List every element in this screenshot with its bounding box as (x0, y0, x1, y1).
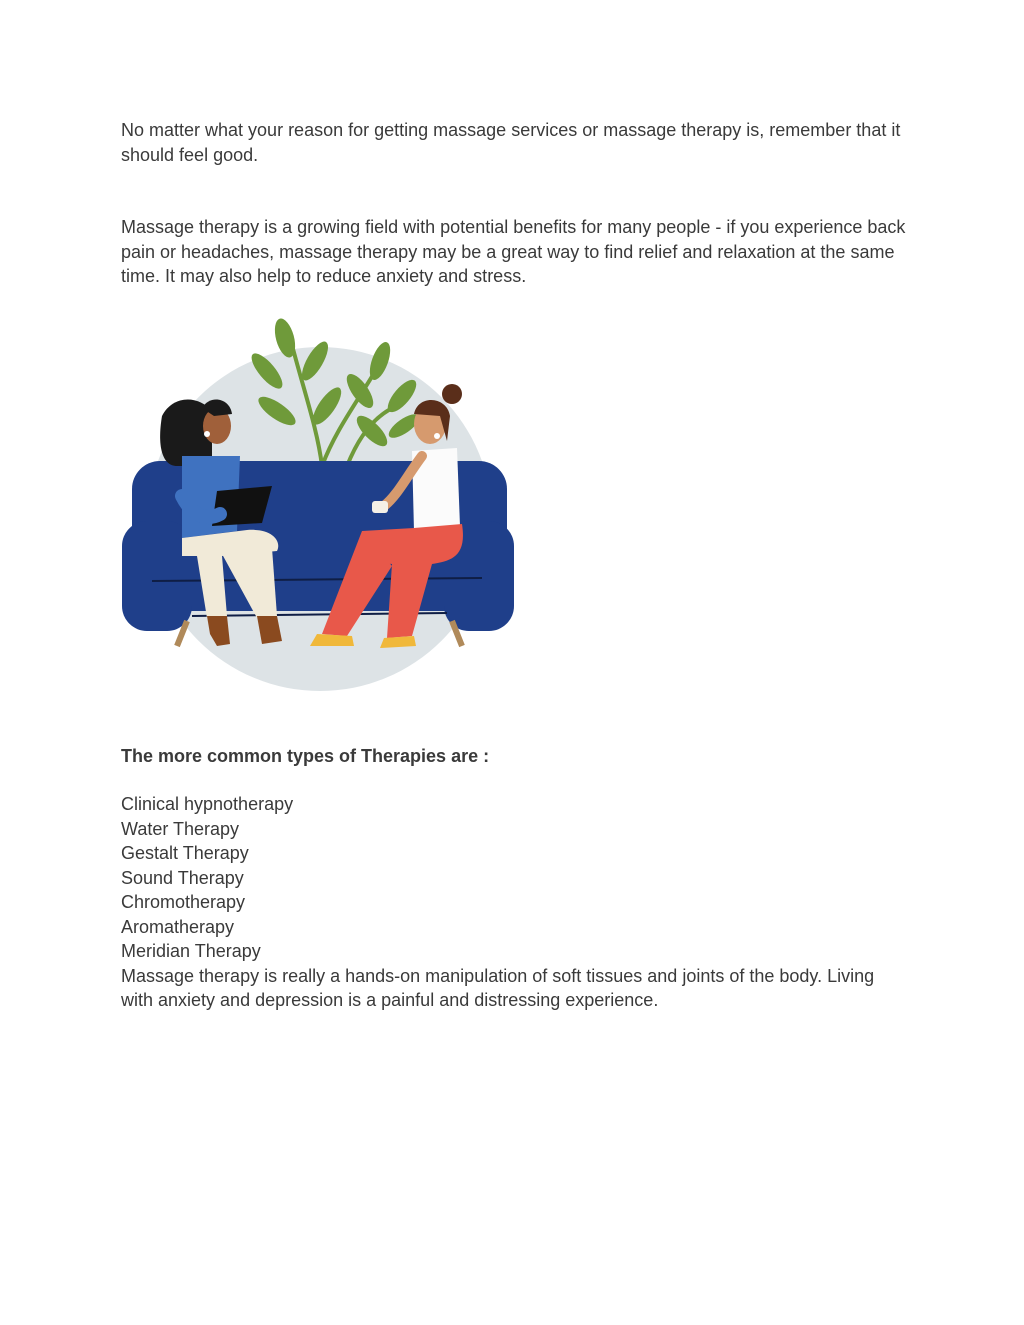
list-item: Gestalt Therapy (121, 843, 249, 863)
list-item: Chromotherapy (121, 892, 246, 912)
benefits-paragraph: Massage therapy is a growing field with potential benefits for many people - if you experience back pain or headaches, massage therapy may be a great way to find relief and relaxation at the same time. It may also help to reduce anxiety and stress. (121, 217, 906, 286)
intro-paragraph: No matter what your reason for getting massage services or massage therapy is, remember that it should feel good. (121, 120, 901, 165)
closing-paragraph: Massage therapy is really a hands-on manipulation of soft tissues and joints of the body. Living with anxiety and depression is a painful and distressing experience. (121, 965, 875, 1010)
list-item: Sound Therapy (121, 867, 244, 888)
list-item: Clinical hypnotherapy (121, 794, 294, 814)
list-item: Aromatherapy (121, 916, 235, 937)
therapy-session-illustration (122, 316, 514, 698)
document-page (121, 118, 911, 1013)
list-item: Water Therapy (121, 818, 240, 839)
list-item: Meridian Therapy (121, 941, 261, 961)
therapies-list (121, 792, 911, 964)
therapies-heading: The more common types of Therapies are : (121, 745, 490, 766)
